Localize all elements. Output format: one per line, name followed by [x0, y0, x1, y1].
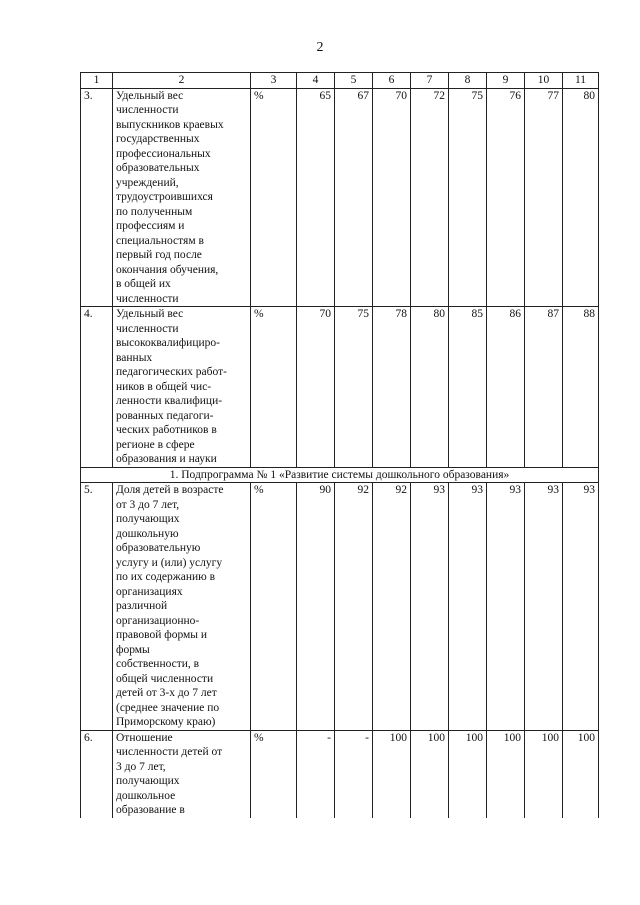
table-row [81, 730, 599, 818]
table-row [81, 483, 599, 731]
unit-cell: % [251, 483, 297, 731]
description-line: высококвалифициро- [116, 337, 220, 349]
value-cell: 72 [411, 88, 449, 307]
description-line: профессиям и [116, 220, 185, 232]
description-line: ников в общей чис- [116, 380, 212, 393]
value-cell: 70 [373, 88, 411, 307]
description-line: дошкольное [116, 789, 176, 802]
description-line: выпускников краевых [116, 118, 224, 131]
description-line: регионе в сфере [116, 438, 195, 451]
column-number-row [81, 73, 599, 89]
description-line: 3 до 7 лет, [116, 760, 166, 773]
description-line: трудоустроившихся [116, 191, 213, 203]
value-cell: 80 [563, 88, 599, 307]
indicator-description [113, 88, 251, 307]
row-index: 3. [81, 88, 113, 307]
value-cell: 90 [297, 483, 335, 731]
description-line: Удельный вес [116, 89, 184, 102]
value-cell: 93 [525, 483, 563, 731]
description-line: Удельный вес [116, 308, 184, 320]
description-line: образовательных [116, 162, 200, 174]
value-cell: 93 [563, 483, 599, 731]
value-cell: 88 [563, 307, 599, 468]
description-line: численности [116, 292, 179, 305]
description-line: численности [116, 322, 179, 335]
table-row [81, 88, 599, 307]
value-cell: 75 [335, 307, 373, 468]
description-line: получающих [116, 775, 180, 787]
row-index: 6. [81, 730, 113, 818]
table-body [81, 73, 599, 818]
description-line: специальностям в [116, 234, 204, 247]
column-number: 11 [563, 73, 599, 89]
value-cell: 85 [449, 307, 487, 468]
page-number: 2 [316, 40, 324, 55]
value-cell: 92 [373, 483, 411, 731]
description-line: рованных педагоги- [116, 409, 214, 422]
description-line: первый год после [116, 249, 202, 261]
value-cell: 70 [297, 307, 335, 468]
column-number: 3 [251, 73, 297, 89]
description-line: окончания обучения, [116, 263, 219, 276]
column-number: 4 [297, 73, 335, 89]
description-line: государственных [116, 133, 200, 145]
value-cell: 77 [525, 88, 563, 307]
unit-cell: % [251, 307, 297, 468]
value-cell: 93 [411, 483, 449, 731]
value-cell: 80 [411, 307, 449, 468]
value-cell: 87 [525, 307, 563, 468]
column-number: 2 [113, 73, 251, 89]
table-row [81, 307, 599, 468]
description-line: ленности квалифици- [116, 395, 223, 407]
column-number: 9 [487, 73, 525, 89]
indicators-table [80, 72, 599, 818]
description-line: учреждений, [116, 176, 179, 189]
description-line: численности детей от [116, 746, 223, 758]
value-cell: 100 [411, 730, 449, 818]
description-line: общей численности [116, 672, 214, 685]
column-number: 6 [373, 73, 411, 89]
indicator-description [113, 483, 251, 731]
value-cell: 93 [487, 483, 525, 731]
section-row [81, 467, 599, 483]
value-cell: 100 [487, 730, 525, 818]
value-cell: 67 [335, 88, 373, 307]
description-line: численности [116, 104, 179, 116]
description-line: в общей их [116, 278, 171, 290]
description-line: получающих [116, 513, 180, 525]
indicator-description [113, 307, 251, 468]
description-line: детей от 3-х до 7 лет [116, 687, 217, 699]
description-line: педагогических работ- [116, 366, 227, 378]
description-line: образования и науки [116, 453, 217, 465]
value-cell: 86 [487, 307, 525, 468]
description-line: Приморскому краю) [116, 716, 216, 728]
description-line: правовой формы и [116, 629, 208, 641]
value-cell: 100 [373, 730, 411, 818]
description-line: по полученным [116, 205, 193, 218]
description-line: образование в [116, 804, 185, 816]
value-cell: 92 [335, 483, 373, 731]
description-line: образовательную [116, 542, 201, 554]
unit-cell: % [251, 88, 297, 307]
column-number: 8 [449, 73, 487, 89]
section-heading: 1. Подпрограмма № 1 «Развитие системы дошкольного образования» [81, 467, 599, 483]
column-number: 1 [81, 73, 113, 89]
value-cell: 100 [525, 730, 563, 818]
description-line: (среднее значение по [116, 701, 220, 714]
value-cell: 65 [297, 88, 335, 307]
value-cell: 78 [373, 307, 411, 468]
description-line: различной [116, 600, 168, 612]
description-line: Отношение [116, 731, 173, 744]
value-cell: 100 [449, 730, 487, 818]
column-number: 10 [525, 73, 563, 89]
row-index: 5. [81, 483, 113, 731]
value-cell: 93 [449, 483, 487, 731]
description-line: ванных [116, 351, 153, 364]
value-cell: - [335, 730, 373, 818]
column-number: 5 [335, 73, 373, 89]
description-line: организациях [116, 585, 183, 598]
unit-cell: % [251, 730, 297, 818]
value-cell: 75 [449, 88, 487, 307]
description-line: по их содержанию в [116, 571, 216, 583]
value-cell: 76 [487, 88, 525, 307]
description-line: от 3 до 7 лет, [116, 498, 180, 511]
indicator-description [113, 730, 251, 818]
description-line: профессиональных [116, 147, 211, 160]
description-line: собственности, в [116, 658, 200, 670]
description-line: организационно- [116, 614, 200, 627]
column-number: 7 [411, 73, 449, 89]
description-line: ческих работников в [116, 424, 217, 436]
description-line: формы [116, 643, 150, 656]
description-line: Доля детей в возрасте [116, 484, 224, 496]
description-line: услугу и (или) услугу [116, 556, 223, 569]
value-cell: 100 [563, 730, 599, 818]
value-cell: - [297, 730, 335, 818]
description-line: дошкольную [116, 527, 179, 540]
row-index: 4. [81, 307, 113, 468]
